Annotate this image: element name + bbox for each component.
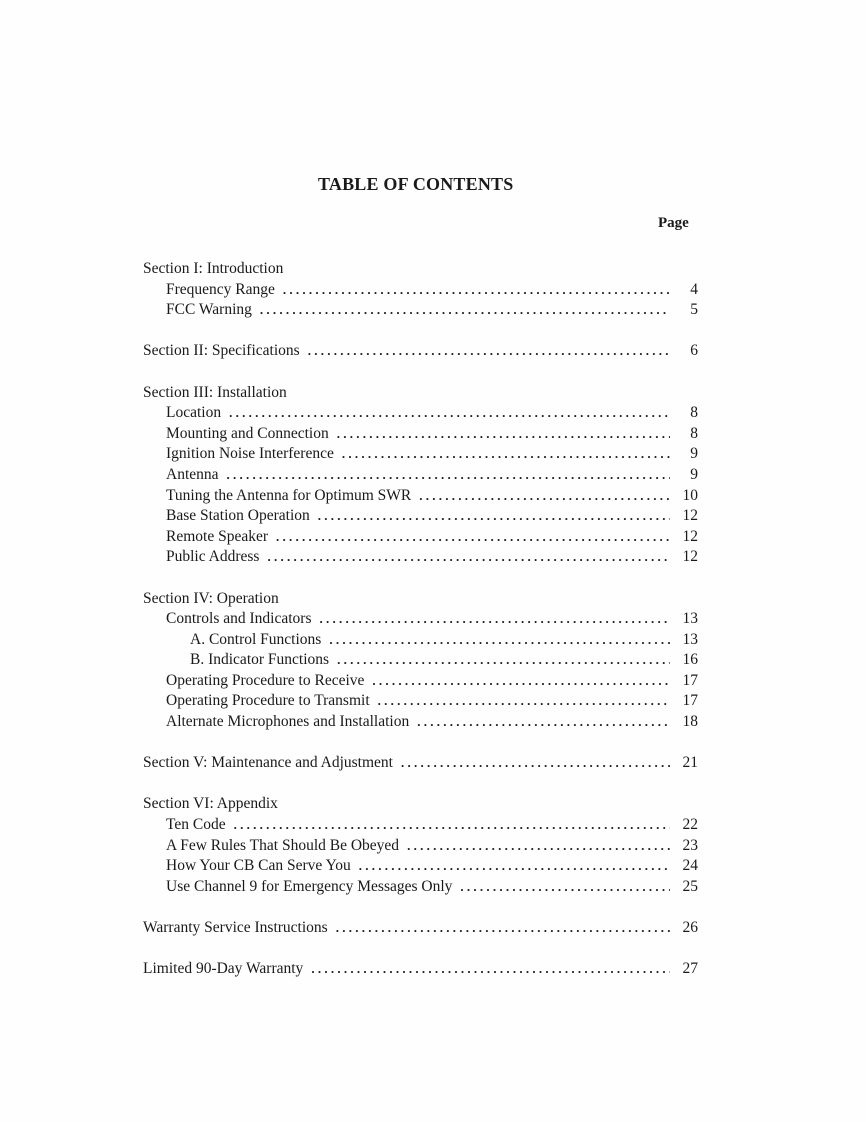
toc-entry-label: Antenna — [166, 465, 219, 483]
toc-page-number: 8 — [690, 424, 698, 442]
dot-leader — [337, 650, 670, 671]
toc-entry-label: Operating Procedure to Transmit — [166, 692, 370, 710]
toc-page-number: 24 — [682, 857, 698, 875]
toc-section-heading: Section I: Introduction — [143, 260, 284, 277]
dot-leader — [260, 300, 670, 321]
toc-entry-label: Location — [166, 404, 222, 422]
toc-entry-label: Mounting and Connection — [166, 424, 329, 442]
toc-entry[interactable] — [143, 712, 698, 733]
toc-page-number: 12 — [682, 527, 698, 545]
toc-entry-label: FCC Warning — [166, 301, 252, 319]
toc-section — [143, 918, 698, 939]
toc-entry[interactable] — [143, 486, 698, 507]
toc-entry-label: Ignition Noise Interference — [166, 445, 334, 463]
dot-leader — [318, 506, 670, 527]
toc-entry[interactable] — [143, 836, 698, 857]
toc-section-heading: Section VI: Appendix — [143, 795, 278, 813]
dot-leader — [329, 630, 670, 651]
dot-leader — [372, 671, 670, 692]
toc-page-number: 12 — [682, 507, 698, 525]
toc-page-number: 6 — [690, 342, 698, 360]
toc-section — [143, 383, 698, 568]
toc-section — [143, 259, 698, 321]
toc-entry[interactable] — [143, 609, 698, 630]
toc-page-number: 9 — [690, 465, 698, 483]
dot-leader — [378, 691, 670, 712]
toc-entry[interactable] — [143, 465, 698, 486]
toc-page-number: 8 — [690, 404, 698, 422]
toc-entry[interactable] — [143, 506, 698, 527]
toc-entry-label: Controls and Indicators — [166, 610, 312, 628]
toc-entry[interactable] — [143, 547, 698, 568]
toc-page-number: 21 — [682, 754, 698, 772]
toc-page-number: 22 — [682, 816, 698, 834]
toc-page-number: 23 — [682, 836, 698, 854]
toc-section-heading: Limited 90-Day Warranty — [143, 960, 304, 978]
dot-leader — [234, 815, 670, 836]
toc-entry[interactable] — [143, 856, 698, 877]
dot-leader — [308, 341, 670, 362]
toc-entry-label: Public Address — [166, 548, 260, 566]
toc-entry-label: B. Indicator Functions — [190, 651, 330, 669]
toc-page-number: 18 — [682, 713, 698, 731]
toc-entry[interactable] — [143, 424, 698, 445]
page-column-header: Page — [658, 215, 689, 231]
toc-section-entry[interactable] — [143, 918, 698, 939]
toc-page-number: 13 — [682, 630, 698, 648]
toc-entry[interactable] — [143, 444, 698, 465]
toc-page-number: 12 — [682, 548, 698, 566]
toc-entry-label: Frequency Range — [166, 280, 275, 298]
toc-entry[interactable] — [143, 300, 698, 321]
toc-entry-label: Use Channel 9 for Emergency Messages Only — [166, 877, 453, 895]
toc-entry[interactable] — [143, 671, 698, 692]
toc-entry-label: Ten Code — [166, 816, 226, 834]
toc-entry-label: Base Station Operation — [166, 507, 310, 525]
dot-leader — [401, 753, 670, 774]
table-of-contents — [143, 259, 698, 1000]
toc-page-number: 17 — [682, 692, 698, 710]
toc-entry[interactable] — [143, 877, 698, 898]
dot-leader — [407, 836, 670, 857]
dot-leader — [460, 877, 670, 898]
dot-leader — [267, 547, 670, 568]
toc-page-number: 26 — [682, 919, 698, 936]
dot-leader — [283, 280, 670, 301]
toc-entry[interactable] — [143, 650, 698, 671]
toc-page-number: 9 — [690, 445, 698, 463]
toc-section-heading: Section V: Maintenance and Adjustment — [143, 754, 393, 772]
toc-entry[interactable] — [143, 630, 698, 651]
dot-leader — [359, 856, 670, 877]
toc-entry-label: How Your CB Can Serve You — [166, 857, 351, 875]
dot-leader — [337, 424, 670, 445]
toc-page-number: 10 — [682, 486, 698, 504]
toc-section-entry[interactable] — [143, 753, 698, 774]
toc-entry[interactable] — [143, 815, 698, 836]
toc-section — [143, 589, 698, 733]
toc-section-heading: Warranty Service Instructions — [143, 919, 328, 936]
toc-entry-label: Operating Procedure to Receive — [166, 671, 365, 689]
toc-page-number: 27 — [682, 960, 698, 978]
toc-entry[interactable] — [143, 280, 698, 301]
dot-leader — [227, 465, 670, 486]
toc-section — [143, 341, 698, 362]
toc-section — [143, 959, 698, 980]
toc-section — [143, 753, 698, 774]
toc-section-heading: Section III: Installation — [143, 383, 287, 401]
toc-page-number: 16 — [682, 651, 698, 669]
dot-leader — [320, 609, 670, 630]
dot-leader — [276, 527, 670, 548]
toc-entry-label: Remote Speaker — [166, 527, 269, 545]
dot-leader — [419, 486, 670, 507]
toc-entry[interactable] — [143, 691, 698, 712]
toc-entry-label: A. Control Functions — [190, 630, 322, 648]
toc-section-entry[interactable] — [143, 341, 698, 362]
dot-leader — [336, 918, 670, 939]
toc-section-entry[interactable] — [143, 959, 698, 980]
dot-leader — [417, 712, 670, 733]
toc-page-number: 13 — [682, 610, 698, 628]
toc-entry-label: A Few Rules That Should Be Obeyed — [166, 836, 400, 854]
dot-leader — [342, 444, 670, 465]
toc-page-number: 4 — [690, 280, 698, 298]
page-title: TABLE OF CONTENTS — [318, 174, 514, 194]
toc-entry-label: Alternate Microphones and Installation — [166, 713, 410, 731]
toc-entry[interactable] — [143, 403, 698, 424]
toc-section-heading: Section II: Specifications — [143, 342, 300, 360]
toc-page-number: 25 — [682, 877, 698, 895]
toc-section-heading: Section IV: Operation — [143, 589, 279, 607]
toc-entry[interactable] — [143, 527, 698, 548]
dot-leader — [311, 959, 670, 980]
toc-page-number: 17 — [682, 671, 698, 689]
dot-leader — [229, 403, 670, 424]
toc-page-number: 5 — [690, 301, 698, 319]
toc-entry-label: Tuning the Antenna for Optimum SWR — [166, 486, 412, 504]
toc-section — [143, 794, 698, 897]
